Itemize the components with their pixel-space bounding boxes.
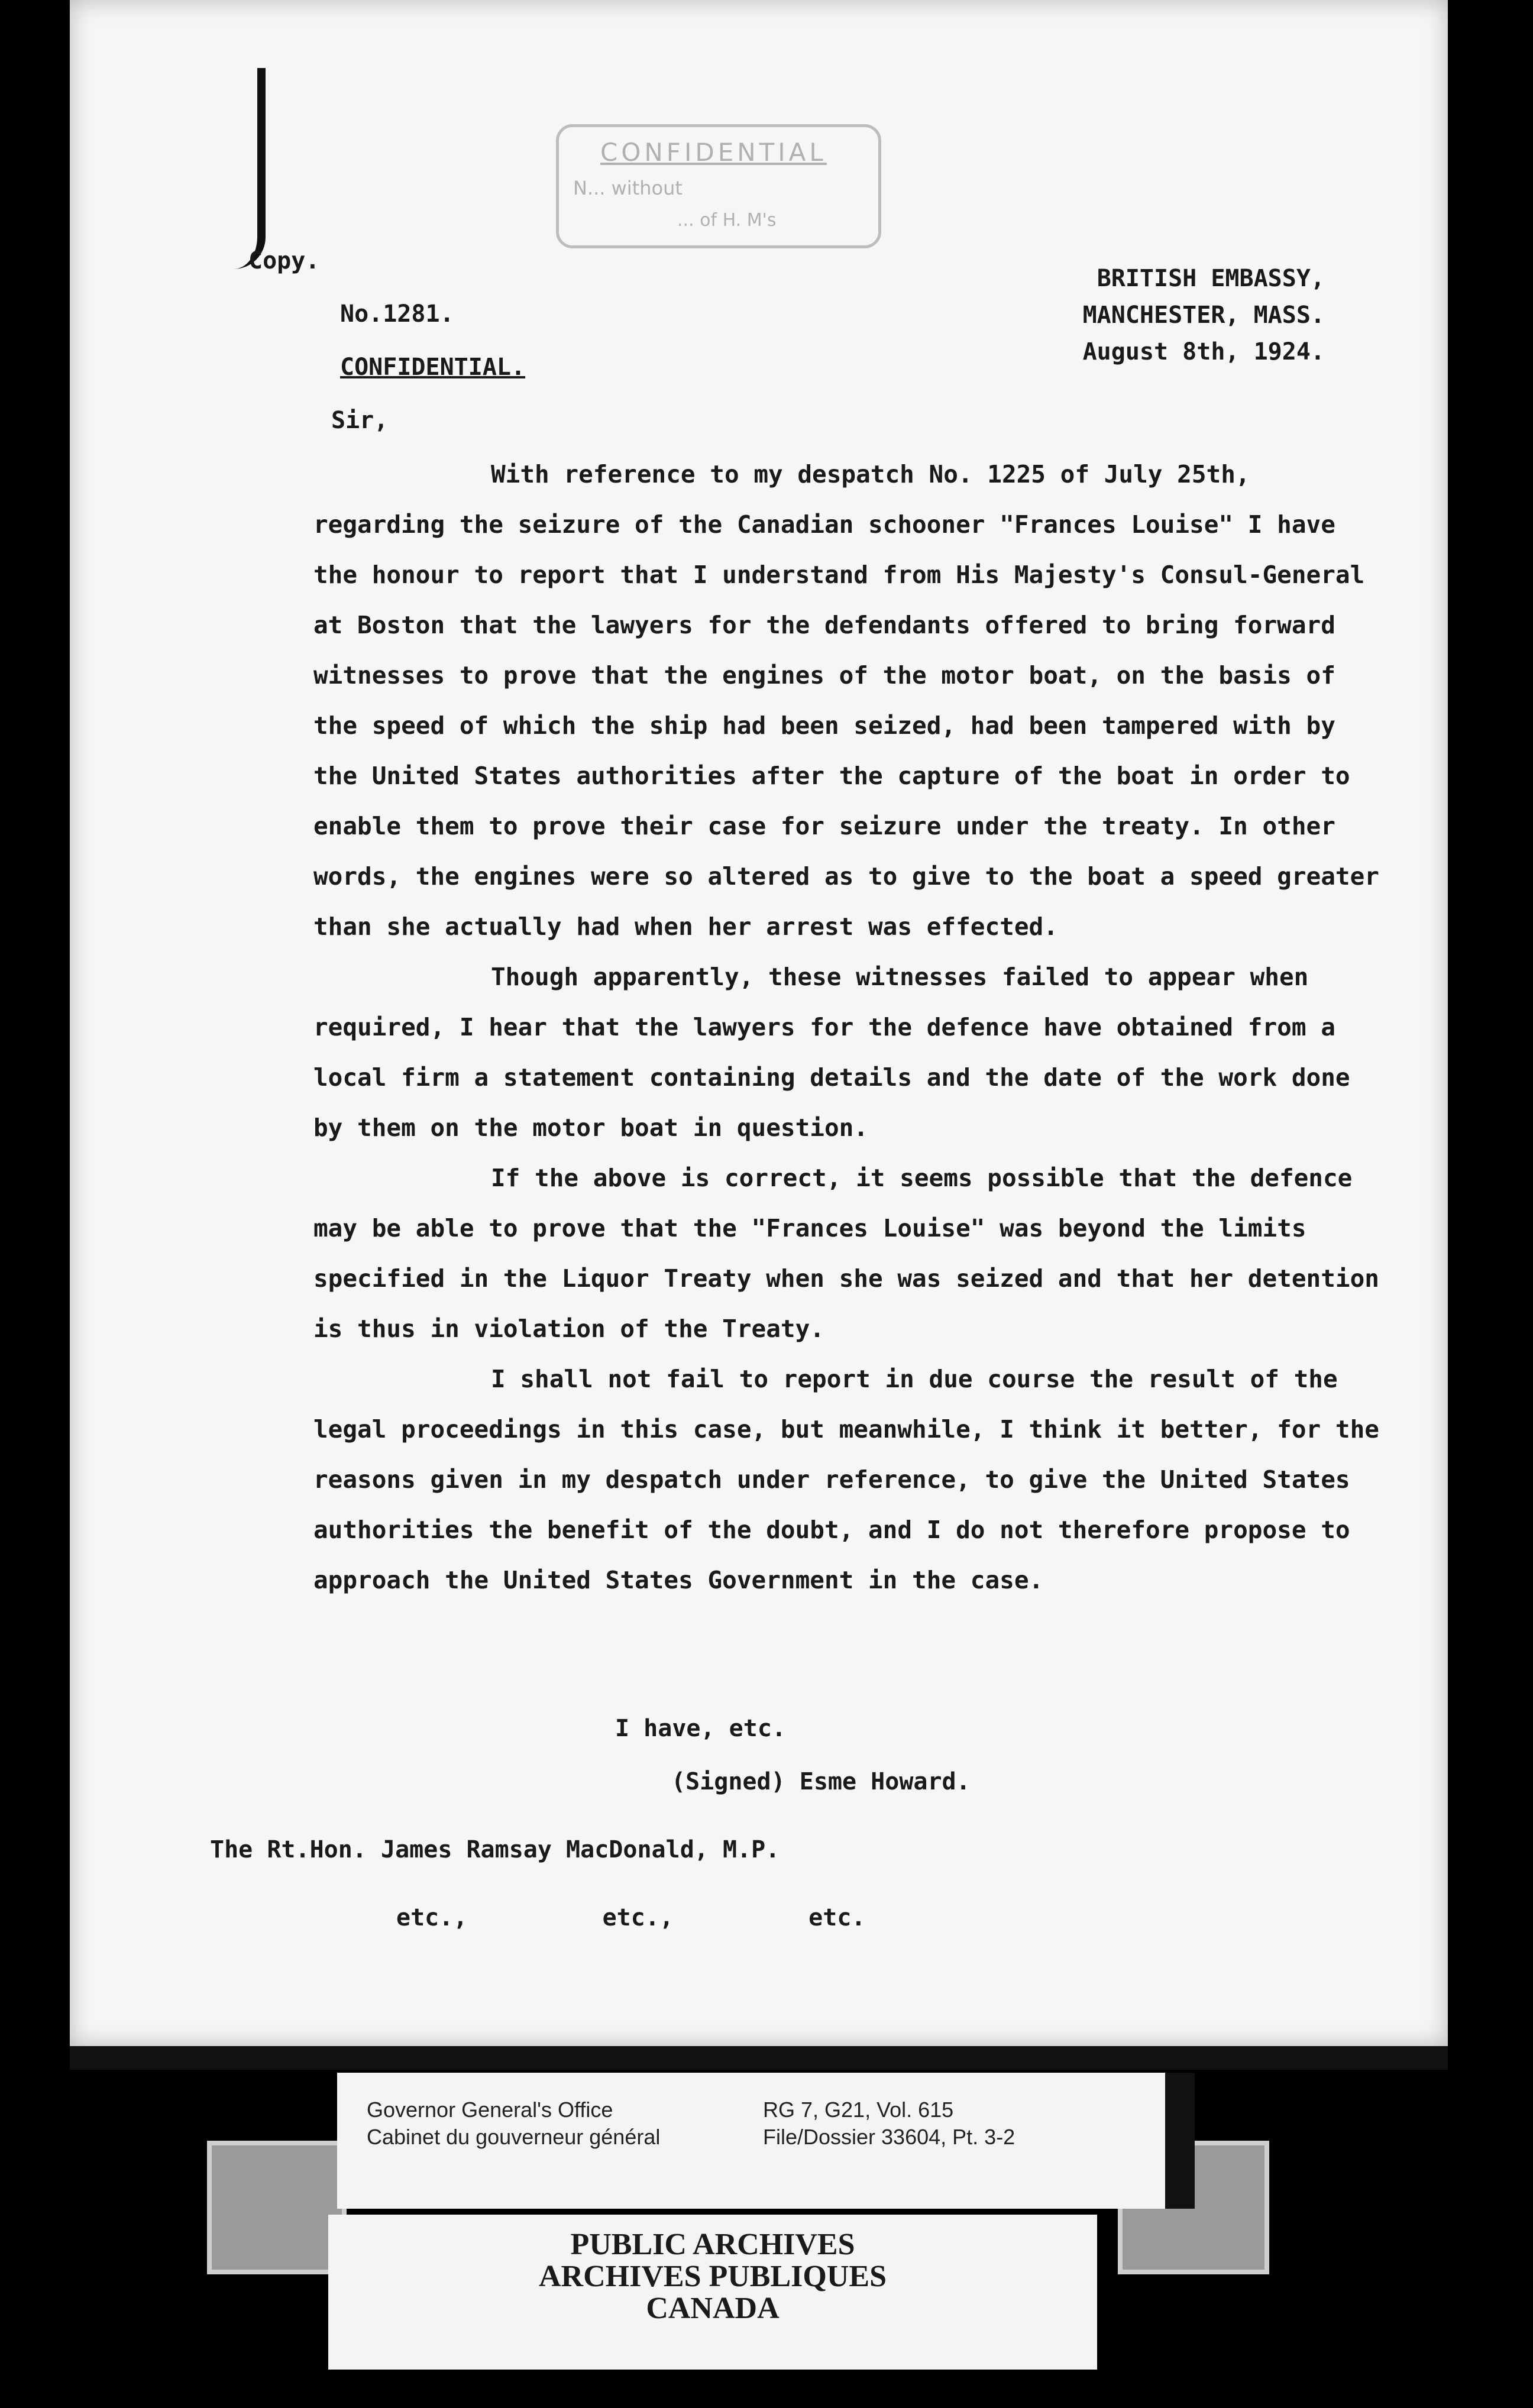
binder-mark: [234, 68, 266, 269]
record-group: RG 7, G21, Vol. 615: [763, 2098, 954, 2122]
closing: I have, etc.: [615, 1715, 786, 1742]
file-number: File/Dossier 33604, Pt. 3-2: [763, 2125, 1015, 2149]
film-frame-left: [207, 2141, 347, 2274]
page-edge: [70, 2046, 1448, 2070]
paragraph-1: With reference to my despatch No. 1225 of July 25th, regarding the seizure of the Canadian schooner "Frances Louise" I have the honour to report that I understand from His Majesty's Consul-General at Boston that the lawyers for the defendants offered to bring forward witnesses to prove that the engines of the motor boat, on the basis of the speed of which the ship had been seized, had been tampered with by the United States authorities after the capture of the boat in order to enable them to prove their case for seizure under the treaty. In other words, the engines were so altered as to give to the boat a speed greater than she actually had when her arrest was effected.: [313, 460, 1379, 941]
header-line-2: MANCHESTER, MASS.: [1082, 302, 1325, 329]
etc-line: etc., etc., etc.: [396, 1904, 866, 1931]
archives-line-2: ARCHIVES PUBLIQUES: [538, 2260, 887, 2293]
reference-number: No.1281.: [340, 300, 454, 328]
header-line-3: August 8th, 1924.: [1082, 338, 1325, 365]
archives-line-1: PUBLIC ARCHIVES: [570, 2228, 855, 2261]
public-archives-stamp: [328, 2215, 1097, 2370]
archive-reference-block: [763, 2096, 1015, 2151]
paragraph-4: I shall not fail to report in due course the result of the legal proceedings in this case, but meanwhile, I think it better, for the reasons given in my despatch under reference, to give the United States authorities the benefit of the doubt, and I do not therefore propose to approach the United States Government in the case.: [313, 1365, 1379, 1594]
stamp-line-3: ... of H. M's: [677, 210, 777, 231]
stamp-line-1: CONFIDENTIAL: [600, 138, 827, 167]
addressee: The Rt.Hon. James Ramsay MacDonald, M.P.: [210, 1836, 780, 1863]
header-line-1: BRITISH EMBASSY,: [1097, 265, 1325, 292]
letter-body: [313, 449, 1390, 1606]
office-english: Governor General's Office: [367, 2098, 613, 2122]
archives-line-3: CANADA: [646, 2292, 780, 2325]
salutation: Sir,: [331, 407, 389, 434]
archive-office-block: [367, 2096, 660, 2151]
stamp-line-2: N... without: [573, 177, 683, 199]
copy-mark: Copy.: [248, 247, 320, 274]
paragraph-2: Though apparently, these witnesses failed to appear when required, I hear that the lawyers for the defence have obtained from a local firm a statement containing details and the date of the work done by them on the motor boat in question.: [313, 963, 1350, 1142]
paragraph-3: If the above is correct, it seems possible that the defence may be able to prove that the "Frances Louise" was beyond the limits specified in the Liquor Treaty when she was seized and that her detention is thus in violation of the Treaty.: [313, 1164, 1379, 1343]
confidential-stamp: [556, 124, 881, 248]
signature: (Signed) Esme Howard.: [671, 1768, 971, 1795]
classification-heading: CONFIDENTIAL.: [340, 354, 526, 381]
office-french: Cabinet du gouverneur général: [367, 2125, 661, 2149]
letter-header: [994, 260, 1325, 370]
archive-label-card: [337, 2073, 1195, 2209]
